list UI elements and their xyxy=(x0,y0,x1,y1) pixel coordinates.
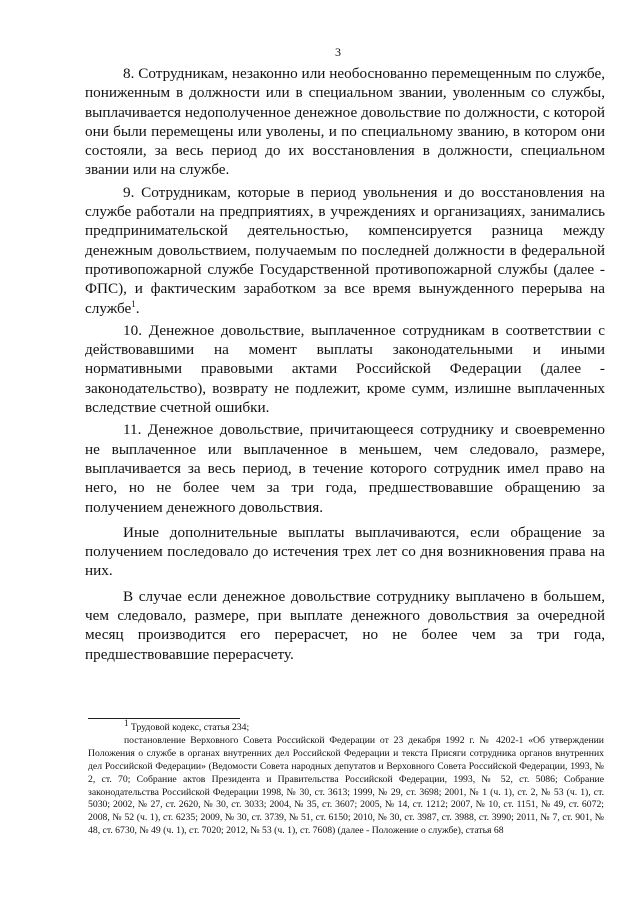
footnote-marker: 1 xyxy=(124,717,129,728)
paragraph-9: 9. Сотрудникам, которые в период увольнения и до восстановления на службе работали на предприятиях, в учреждениях и организациях, занимались предпринимательской деятельностью, компенсируется разница между денежным довольствием, получаемым по последней должности в федеральной противопожарной службе Государственной противопожарной службы (далее - ФПС), и фактическим заработком за все время вынужденного перерыва на службе$^1$. xyxy=(85,183,605,317)
footnote-divider xyxy=(88,718,240,719)
paragraph-11: 11. Денежное довольствие, причитающееся сотруднику и своевременно не выплаченное или выплаченное в меньшем, чем следовало, размере, выплачивается за весь период, в течение которого сотрудник имел право на него, но не более чем за три года, предшествовавшие обращению за получением денежного довольствия. xyxy=(85,421,605,516)
footnote-line-2: постановление Верховного Совета Российской Федерации от 23 декабря 1992 г. № 4202-1 «Об утверждении Положения о службе в органах внутренних дел Российской Федерации и текста Присяги сотрудника органов внутренних дел Российской Федерации» (Ведомости Совета народных депутатов и Верховного Совета Российской Федерации, 1993, № 2, ст. 70; Собрание актов Президента и Правительства Российской Федерации, 1993, № 52, ст. 5086; Собрание законодательства Российской Федерации 1998, № 30, ст. 3613; 1999, № 29, ст. 3698; 2001, № 1 (ч. 1), ст. 2, № 53 (ч. 1), ст. 5030; 2002, № 27, ст. 2620, № 30, ст. 3033; 2004, № 35, ст. 3607; 2005, № 14, ст. 1212; 2007, № 10, ст. 1151, № 49, ст. 6072; 2008, № 52 (ч. 1), ст. 6235; 2009, № 30, ст. 3739, № 51, ст. 6150; 2010, № 30, ст. 3987, ст. 3988, ст. 3990; 2011, № 7, ст. 901, № 48, ст. 6730, № 49 (ч. 1), ст. 7020; 2012, № 53 (ч. 1), ст. 7608) (далее - Положение о службе), статья 68 xyxy=(88,734,604,837)
footnote-reference: 1 xyxy=(131,298,136,309)
footnote-line-1 xyxy=(88,717,604,735)
footnote-line-1-text: Трудовой кодекс, статья 234; xyxy=(130,722,250,733)
paragraph-additional-payments: Иные дополнительные выплаты выплачиваются, если обращение за получением последовало до истечения трех лет со дня возникновения права на них. xyxy=(85,523,605,580)
paragraph-9-text: 9. Сотрудникам, которые в период увольнения и до восстановления на службе работали на предприятиях, в учреждениях и организациях, занимались предпринимательской деятельностью, компенсируется разница между денежным довольствием, получаемым по последней должности в федеральной противопожарной службе Государственной противопожарной службы (далее - ФПС), и фактическим заработком за все время вынужденного перерыва на службе xyxy=(85,183,605,317)
body-text xyxy=(85,64,605,667)
paragraph-recalculation: В случае если денежное довольствие сотруднику выплачено в большем, чем следовало, размере, при выплате денежного довольствия за очередной месяц производится его перерасчет, но не более чем за три года, предшествовавшие перерасчету. xyxy=(85,587,605,663)
paragraph-8: 8. Сотрудникам, незаконно или необоснованно перемещенным по службе, пониженным в должности или в специальном звании, уволенным со службы, выплачивается недополученное денежное довольствие по должности, с которой они были перемещены или уволены, и по специальному званию, в котором они состояли, за весь период до их восстановления в должности, специальном звании или на службе. xyxy=(85,65,605,179)
page-number: 3 xyxy=(335,45,341,59)
paragraph-10: 10. Денежное довольствие, выплаченное сотрудникам в соответствии с действовавшими на момент выплаты законодательными и иными нормативными правовыми актами Российской Федерации (далее - законодательство), возврату не подлежит, кроме сумм, излишне выплаченных вследствие счетной ошибки. xyxy=(85,321,605,417)
footnote xyxy=(88,717,604,838)
